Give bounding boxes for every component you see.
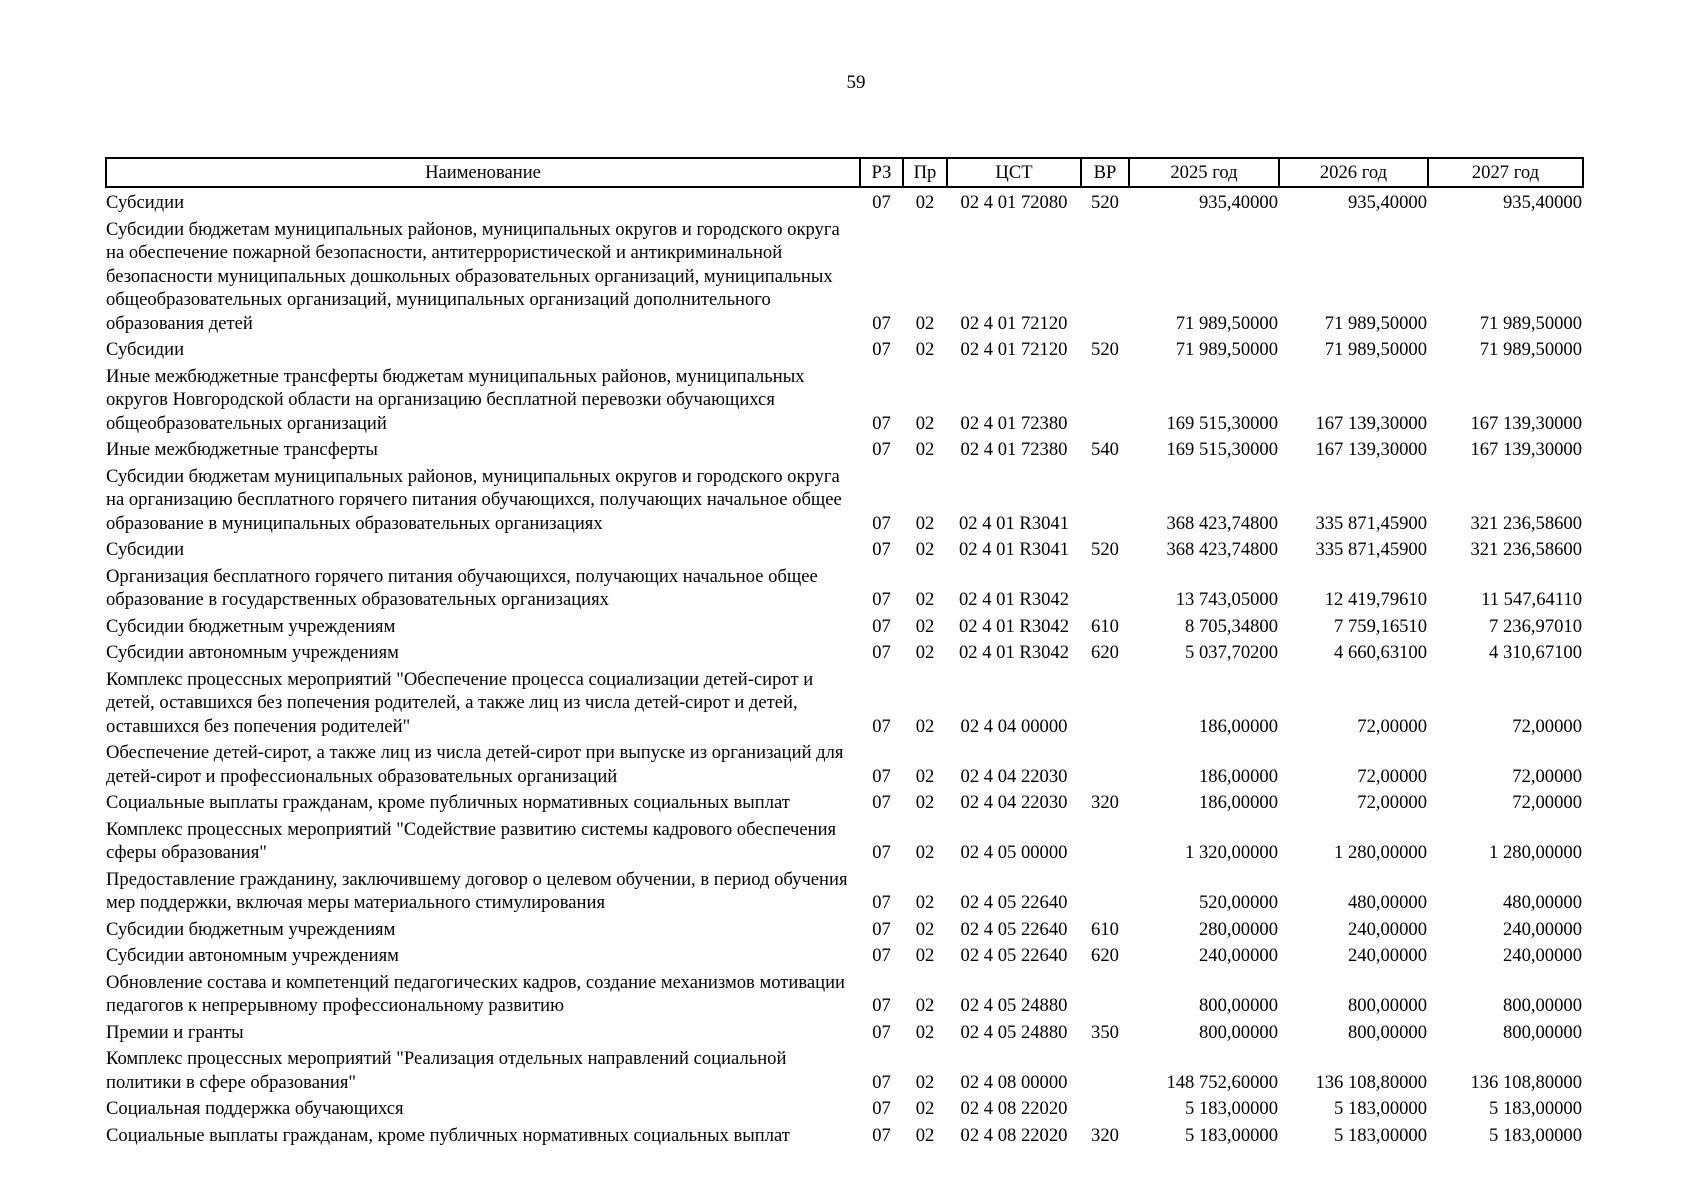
table-row [106,815,1583,865]
header-name: Наименование [106,158,860,187]
row-pr: 02 [915,1021,935,1043]
row-name: Комплекс процессных мероприятий "Содействие развитию системы кадрового обеспечения сферы образования" [106,818,837,863]
row-2027: 5 183,00000 [1489,1098,1582,1119]
row-cst: 02 4 01 72120 [960,312,1068,334]
row-name: Субсидии [106,339,185,360]
row-pr: 02 [915,892,935,913]
row-cst: 02 4 04 00000 [960,715,1068,737]
table-row [106,435,1583,462]
row-cst: 02 4 05 24880 [960,1021,1068,1043]
row-pr: 02 [915,1098,935,1119]
row-pr: 02 [915,412,935,434]
row-pr: 02 [915,765,935,787]
header-2027: 2027 год [1428,158,1583,187]
row-cst: 02 4 05 00000 [960,842,1068,863]
row-2027: 72,00000 [1512,715,1582,737]
row-2025: 71 989,50000 [1175,339,1278,360]
row-pr: 02 [915,439,935,460]
row-2026: 72,00000 [1357,792,1427,813]
row-rz: 07 [872,995,891,1016]
row-rz: 07 [872,589,891,610]
row-pr: 02 [915,1124,935,1146]
row-pr: 02 [915,918,935,940]
row-2025: 186,00000 [1198,792,1278,813]
row-cst: 02 4 04 22030 [960,792,1068,813]
row-2025: 5 037,70200 [1185,642,1278,663]
row-vr: 520 [1091,339,1119,360]
row-vr [1081,865,1129,915]
row-pr: 02 [915,1071,935,1093]
row-name: Субсидии автономным учреждениям [106,945,399,966]
row-vr: 610 [1091,918,1119,940]
row-2025: 520,00000 [1198,892,1278,913]
row-pr: 02 [915,339,935,360]
row-2027: 240,00000 [1502,945,1582,966]
row-name: Субсидии автономным учреждениям [106,642,399,663]
row-cst: 02 4 01 72380 [960,439,1068,460]
table-row [106,462,1583,536]
row-2027: 321 236,58600 [1470,512,1582,534]
row-rz: 07 [872,892,891,913]
table-row [106,612,1583,639]
header-cst: ЦСТ [947,158,1081,187]
table-body [106,187,1583,1147]
table-row [106,562,1583,612]
row-rz: 07 [872,918,891,940]
table-row [106,187,1583,215]
table-row [106,788,1583,815]
row-vr: 620 [1091,642,1119,663]
row-2026: 1 280,00000 [1334,842,1427,863]
row-cst: 02 4 08 00000 [960,1071,1068,1093]
row-2027: 7 236,97010 [1489,615,1582,637]
row-2026: 71 989,50000 [1324,339,1427,360]
row-2026: 480,00000 [1347,892,1427,913]
row-name: Субсидии бюджетным учреждениям [106,918,396,940]
table-row [106,915,1583,942]
row-2026: 800,00000 [1347,1021,1427,1043]
row-2027: 72,00000 [1512,792,1582,813]
row-pr: 02 [915,642,935,663]
row-rz: 07 [872,1098,891,1119]
row-cst: 02 4 05 22640 [960,892,1068,913]
row-name: Комплекс процессных мероприятий "Обеспечение процесса социализации детей-сирот и детей, оставшихся без попечения родителей, а также лиц из числа детей-сирот и детей, оставшихся без попечения родителей" [106,668,814,737]
row-2026: 335 871,45900 [1315,539,1427,560]
row-pr: 02 [915,192,935,213]
row-vr: 320 [1091,792,1119,813]
row-2026: 240,00000 [1347,945,1427,966]
row-2027: 71 989,50000 [1479,339,1582,360]
row-vr [1081,1044,1129,1094]
row-name: Субсидии бюджетам муниципальных районов, муниципальных округов и городского округа на организацию бесплатного горячего питания обучающихся, получающих начальное общее образование в муниципальных образовательных организациях [106,465,842,534]
row-2025: 169 515,30000 [1166,439,1278,460]
row-2026: 335 871,45900 [1315,512,1427,534]
row-cst: 02 4 08 22020 [960,1098,1068,1119]
row-cst: 02 4 01 R3042 [958,589,1070,610]
row-cst: 02 4 08 22020 [960,1124,1068,1146]
row-rz: 07 [872,439,891,460]
row-2025: 1 320,00000 [1185,842,1278,863]
header-vr: ВР [1081,158,1129,187]
row-pr: 02 [915,512,935,534]
row-pr: 02 [915,615,935,637]
row-name: Субсидии [106,192,185,213]
row-2025: 935,40000 [1198,192,1278,213]
row-cst: 02 4 01 72080 [960,192,1068,213]
row-2026: 71 989,50000 [1324,312,1427,334]
row-vr [1081,1094,1129,1121]
row-name: Субсидии [106,539,185,560]
row-2025: 186,00000 [1198,765,1278,787]
table-row [106,535,1583,562]
row-2026: 72,00000 [1357,715,1427,737]
row-cst: 02 4 05 22640 [960,945,1068,966]
row-rz: 07 [872,615,891,637]
row-2025: 368 423,74800 [1166,512,1278,534]
row-2026: 12 419,79610 [1324,589,1427,610]
row-name: Социальные выплаты гражданам, кроме публичных нормативных социальных выплат [106,792,790,813]
row-2025: 71 989,50000 [1175,312,1278,334]
row-2027: 800,00000 [1502,1021,1582,1043]
table-row [106,665,1583,739]
row-2025: 169 515,30000 [1166,412,1278,434]
row-name: Организация бесплатного горячего питания обучающихся, получающих начальное общее образование в государственных образовательных организациях [106,565,818,610]
row-vr: 610 [1091,615,1119,637]
row-2025: 240,00000 [1198,945,1278,966]
table-row [106,738,1583,788]
row-2027: 167 139,30000 [1470,439,1582,460]
row-2025: 800,00000 [1198,1021,1278,1043]
row-rz: 07 [872,1021,891,1043]
row-2025: 13 743,05000 [1175,589,1278,610]
row-2025: 5 183,00000 [1185,1124,1278,1146]
row-rz: 07 [872,945,891,966]
row-2027: 5 183,00000 [1489,1124,1582,1146]
row-pr: 02 [915,945,935,966]
row-2026: 5 183,00000 [1334,1124,1427,1146]
row-rz: 07 [872,765,891,787]
row-2025: 148 752,60000 [1166,1071,1278,1093]
table-row [106,638,1583,665]
row-2027: 800,00000 [1502,995,1582,1016]
row-name: Иные межбюджетные трансферты [106,439,378,460]
table-row [106,968,1583,1018]
row-pr: 02 [915,539,935,560]
row-rz: 07 [872,339,891,360]
table-row [106,1094,1583,1121]
row-vr [1081,362,1129,436]
row-2025: 368 423,74800 [1166,539,1278,560]
row-cst: 02 4 04 22030 [960,765,1068,787]
row-cst: 02 4 01 R3042 [958,642,1070,663]
row-name: Иные межбюджетные трансферты бюджетам муниципальных районов, муниципальных округов Новгородской области на организацию бесплатной перевозки обучающихся общеобразовательных организаций [106,365,805,434]
header-pr: Пр [903,158,947,187]
row-vr: 350 [1091,1021,1119,1043]
row-vr: 520 [1091,192,1119,213]
row-name: Премии и гранты [106,1021,244,1043]
table-row [106,362,1583,436]
row-2027: 4 310,67100 [1489,642,1582,663]
row-rz: 07 [872,412,891,434]
row-rz: 07 [872,642,891,663]
row-cst: 02 4 01 R3041 [958,539,1070,560]
header-2026: 2026 год [1279,158,1428,187]
row-rz: 07 [872,1124,891,1146]
row-vr: 520 [1091,539,1119,560]
row-cst: 02 4 01 72120 [960,339,1068,360]
row-pr: 02 [915,842,935,863]
row-rz: 07 [872,312,891,334]
row-pr: 02 [915,995,935,1016]
row-vr [1081,215,1129,336]
row-2026: 72,00000 [1357,765,1427,787]
row-vr [1081,562,1129,612]
row-rz: 07 [872,715,891,737]
row-vr [1081,968,1129,1018]
row-2027: 480,00000 [1502,892,1582,913]
budget-table [105,157,1584,1147]
row-rz: 07 [872,539,891,560]
row-cst: 02 4 05 22640 [960,918,1068,940]
row-2026: 167 139,30000 [1315,439,1427,460]
row-2025: 8 705,34800 [1185,615,1278,637]
row-2027: 71 989,50000 [1479,312,1582,334]
row-2026: 935,40000 [1347,192,1427,213]
row-name: Социальная поддержка обучающихся [106,1098,404,1119]
row-cst: 02 4 05 24880 [960,995,1068,1016]
row-2025: 280,00000 [1198,918,1278,940]
row-vr [1081,738,1129,788]
row-2026: 167 139,30000 [1315,412,1427,434]
row-name: Обеспечение детей-сирот, а также лиц из числа детей-сирот при выпуске из организаций для детей-сирот и профессиональных образовательных организаций [106,742,844,787]
row-vr: 540 [1091,439,1119,460]
table-row [106,865,1583,915]
row-2025: 800,00000 [1198,995,1278,1016]
row-2027: 11 547,64110 [1481,589,1582,610]
row-2027: 72,00000 [1512,765,1582,787]
row-vr: 320 [1091,1124,1119,1146]
row-vr [1081,815,1129,865]
table-row [106,335,1583,362]
row-pr: 02 [915,715,935,737]
row-2026: 7 759,16510 [1334,615,1427,637]
table-row [106,215,1583,336]
row-rz: 07 [872,1071,891,1093]
row-pr: 02 [915,589,935,610]
row-2026: 240,00000 [1347,918,1427,940]
header-2025: 2025 год [1129,158,1279,187]
row-2025: 5 183,00000 [1185,1098,1278,1119]
row-vr: 620 [1091,945,1119,966]
row-vr [1081,462,1129,536]
row-vr [1081,665,1129,739]
row-2026: 4 660,63100 [1334,642,1427,663]
row-2026: 800,00000 [1347,995,1427,1016]
table-header [106,158,1583,187]
row-2026: 136 108,80000 [1315,1071,1427,1093]
row-2025: 186,00000 [1198,715,1278,737]
row-name: Предоставление гражданину, заключившему договор о целевом обучении, в период обучения мер поддержки, включая меры материального стимулирования [106,868,848,913]
table-row [106,1044,1583,1094]
row-rz: 07 [872,842,891,863]
row-2027: 240,00000 [1502,918,1582,940]
row-name: Обновление состава и компетенций педагогических кадров, создание механизмов мотивации педагогов к непрерывному профессиональному развитию [106,971,845,1016]
header-rz: РЗ [860,158,903,187]
row-cst: 02 4 01 R3041 [958,512,1070,534]
row-pr: 02 [915,312,935,334]
row-rz: 07 [872,792,891,813]
row-2027: 1 280,00000 [1489,842,1582,863]
row-name: Субсидии бюджетным учреждениям [106,615,396,637]
row-pr: 02 [915,792,935,813]
row-cst: 02 4 01 72380 [960,412,1068,434]
page-number: 59 [846,72,866,93]
row-name: Комплекс процессных мероприятий "Реализация отдельных направлений социальной политики в сфере образования" [106,1048,787,1093]
row-name: Субсидии бюджетам муниципальных районов, муниципальных округов и городского округа на обеспечение пожарной безопасности, антитеррористической и антикриминальной безопасности муниципальных дошкольных образовательных организаций, муниципальных общеобразовательных организаций, муниципальных организаций дополнительного образования детей [106,218,840,334]
row-2027: 321 236,58600 [1470,539,1582,560]
row-2026: 5 183,00000 [1334,1098,1427,1119]
row-2027: 167 139,30000 [1470,412,1582,434]
row-cst: 02 4 01 R3042 [958,615,1070,637]
table-row [106,1121,1583,1148]
row-2027: 935,40000 [1502,192,1582,213]
row-rz: 07 [872,192,891,213]
row-2027: 136 108,80000 [1470,1071,1582,1093]
row-name: Социальные выплаты гражданам, кроме публичных нормативных социальных выплат [106,1124,790,1146]
table-row [106,941,1583,968]
table-row [106,1018,1583,1045]
row-rz: 07 [872,512,891,534]
